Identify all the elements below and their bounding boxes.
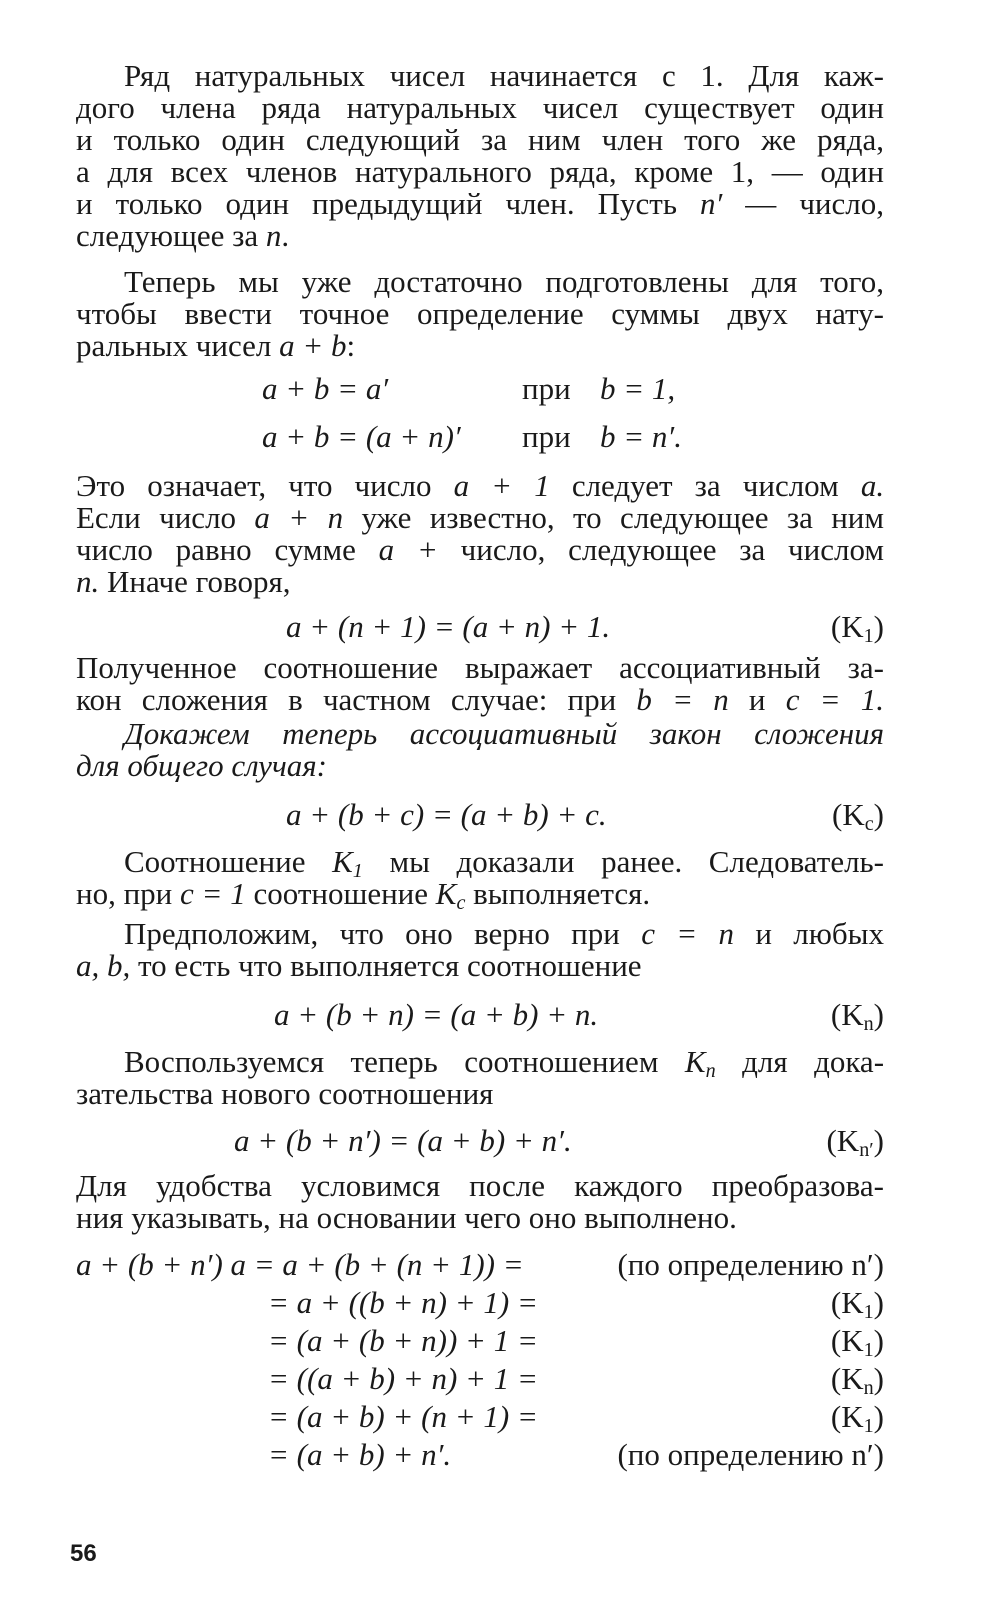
text-line [76, 188, 884, 220]
text-line: ния указывать, на основании чего оно выполнено. [76, 1200, 737, 1235]
italic-text: для общего случая: [76, 748, 327, 783]
text-run: и [748, 682, 766, 717]
formula-tag [832, 796, 884, 834]
tag-open: (K [830, 1399, 864, 1434]
text-run: кон сложения в частном случае: при [76, 682, 617, 717]
step-reason: (по определению n′) [617, 1437, 884, 1472]
paragraph-natural-numbers [76, 60, 884, 252]
derivation-step [76, 1398, 884, 1436]
math-expression: a + b [279, 328, 347, 363]
text-line [76, 566, 884, 598]
text-run: для дока- [742, 1044, 885, 1079]
math-symbol [332, 844, 363, 883]
text-run: но, при [76, 876, 173, 911]
text-line [76, 718, 884, 750]
formula-tag [826, 1122, 884, 1160]
text-run: Предположим, что оно верно при [124, 916, 620, 951]
paragraph-convention [76, 1170, 884, 1234]
text-line [76, 684, 884, 716]
step-expression: = a + ((b + n) + 1) = [268, 1285, 538, 1320]
tag-subscript: 1 [863, 1415, 874, 1438]
text-line: Для удобства условимся после каждого преобразова- [76, 1168, 884, 1203]
derivation-step [76, 1436, 884, 1474]
tag-close: ) [873, 1361, 884, 1396]
step-tag [831, 1322, 884, 1360]
step-expression: = (a + b) + n′. [268, 1437, 452, 1472]
text-line [76, 1044, 885, 1083]
paragraph-partial-case [76, 652, 884, 716]
text-run: Иначе говоря, [107, 564, 291, 599]
math-letter: K [332, 844, 353, 879]
math-symbol [684, 1044, 716, 1083]
tag-close: ) [873, 797, 884, 832]
step-tag [831, 1284, 884, 1322]
text-line: Ряд натуральных чисел начинается с 1. Для каж- [124, 58, 884, 93]
paragraph-general-case [76, 718, 884, 782]
math-expression: c = 1 [180, 876, 246, 911]
tag-open: (K [830, 609, 864, 644]
page-number: 56 [70, 1540, 97, 1567]
formula-kc [76, 796, 884, 834]
text-line [76, 844, 885, 883]
step-expression: = ((a + b) + n) + 1 = [268, 1361, 538, 1396]
sum-definition [76, 370, 884, 456]
tag-close: ) [873, 609, 884, 644]
derivation-step [76, 1322, 884, 1360]
formula-condition: b = 1, [600, 371, 676, 406]
text-run: следующее за [76, 218, 259, 253]
math-symbol [435, 876, 466, 915]
math-subscript: n [705, 1060, 716, 1083]
tag-subscript: c [864, 813, 874, 836]
formula-lhs: a + b = a′ [262, 371, 389, 406]
tag-close: ) [873, 1399, 884, 1434]
text-line [76, 330, 884, 362]
math-expression: a + [378, 532, 438, 567]
derivation-chain [76, 1246, 884, 1474]
math-subscript: c [456, 892, 466, 915]
tag-open: (K [832, 797, 865, 832]
math-variable: a. [860, 468, 885, 503]
formula-knprime [76, 1122, 884, 1160]
text-line: чтобы ввести точное определение суммы двух нату- [76, 296, 884, 331]
paragraph-meaning [76, 470, 884, 598]
step-tag [831, 1398, 884, 1436]
condition-word: при [522, 371, 571, 406]
text-line [76, 534, 884, 566]
tag-close: ) [873, 997, 884, 1032]
text-run: мы доказали ранее. Следователь- [389, 844, 885, 879]
text-run: следует за числом [571, 468, 839, 503]
math-expression: a, b, [76, 948, 131, 983]
tag-subscript: 1 [863, 625, 874, 648]
paragraph-assumption [76, 918, 884, 982]
tag-subscript: n′ [859, 1139, 874, 1162]
tag-open: (K [830, 1323, 864, 1358]
condition-word: при [522, 419, 571, 454]
derivation-step [76, 1284, 884, 1322]
tag-subscript: n [863, 1377, 874, 1400]
tag-close: ) [873, 1285, 884, 1320]
formula-k1 [76, 608, 884, 646]
tag-close: ) [873, 1123, 884, 1158]
math-variable: n′ [700, 186, 723, 221]
text-run: . [281, 218, 290, 253]
math-expression: c = n [641, 916, 735, 951]
definition-line [76, 418, 884, 456]
text-line [76, 220, 884, 252]
paragraph-use-kn [76, 1046, 884, 1110]
tag-subscript: 1 [863, 1301, 874, 1324]
formula-tag [831, 996, 884, 1034]
formula-expression: a + (n + 1) = (a + n) + 1. [286, 609, 611, 644]
derivation-step [76, 1246, 884, 1284]
text-run: ральных чисел [76, 328, 272, 363]
step-expression: a + (b + n′) a = a + (b + (n + 1)) = [76, 1247, 524, 1282]
text-run: то есть что выполняется соотношение [138, 948, 642, 983]
page-content [76, 60, 884, 1474]
text-run: Это означает, что число [76, 468, 432, 503]
text-run: и любых [755, 916, 885, 951]
step-expression: = (a + (b + n)) + 1 = [268, 1323, 538, 1358]
text-run: Если число [76, 500, 237, 535]
math-variable: n [265, 218, 282, 253]
formula-condition: b = n′. [600, 419, 682, 454]
text-line [76, 502, 884, 534]
text-line: Полученное соотношение выражает ассоциативный за- [76, 650, 884, 685]
math-expression: b = n [636, 682, 729, 717]
text-run: Воспользуемся теперь соотношением [124, 1044, 659, 1079]
text-run: : [346, 328, 356, 363]
text-line [76, 470, 884, 502]
math-letter: K [435, 876, 457, 911]
formula-expression: a + (b + n) = (a + b) + n. [274, 997, 599, 1032]
text-line: Теперь мы уже достаточно подготовлены для того, [124, 264, 884, 299]
math-expression: a + 1 [453, 468, 550, 503]
text-line: дого члена ряда натуральных чисел существует один [76, 90, 884, 125]
text-line [76, 950, 884, 982]
text-run: уже известно, то следующее за ним [361, 500, 885, 535]
text-run: выполняется. [473, 876, 651, 911]
formula-kn [76, 996, 884, 1034]
paragraph-k1-proven [76, 844, 885, 915]
math-subscript: 1 [352, 860, 363, 883]
text-run: число равно сумме [76, 532, 356, 567]
tag-open: (K [830, 1285, 864, 1320]
math-letter: K [684, 1044, 706, 1079]
text-run: — число, [722, 186, 884, 221]
step-expression: = (a + b) + (n + 1) = [268, 1399, 538, 1434]
formula-expression: a + (b + n′) = (a + b) + n′. [234, 1123, 572, 1158]
tag-open: (K [830, 1361, 864, 1396]
math-expression: c = 1. [785, 682, 884, 717]
formula-lhs: a + b = (a + n)′ [262, 419, 461, 454]
derivation-step [76, 1360, 884, 1398]
math-expression: a + n [254, 500, 344, 535]
italic-text: Докажем теперь ассоциативный закон сложения [124, 716, 884, 751]
definition-line [76, 370, 884, 408]
text-line [76, 876, 884, 915]
formula-tag [831, 608, 884, 646]
text-line: и только один следующий за ним член того же ряда, [76, 122, 884, 157]
paragraph-sum-definition-intro [76, 266, 884, 362]
tag-open: (K [830, 997, 864, 1032]
text-run: Соотношение [124, 844, 306, 879]
tag-subscript: n [863, 1013, 874, 1036]
tag-open: (K [826, 1123, 860, 1158]
text-run: число, следующее за числом [460, 532, 884, 567]
text-line: а для всех членов натурального ряда, кроме 1, — один [76, 154, 884, 189]
text-line: зательства нового соотношения [76, 1076, 494, 1111]
text-line [76, 918, 884, 950]
step-reason: (по определению n′) [617, 1247, 884, 1282]
text-run: соотношение [253, 876, 429, 911]
tag-close: ) [873, 1323, 884, 1358]
text-run: и только один предыдущий член. Пусть [76, 186, 677, 221]
tag-subscript: 1 [863, 1339, 874, 1362]
math-variable: n. [76, 564, 100, 599]
formula-expression: a + (b + c) = (a + b) + c. [286, 797, 607, 832]
text-line [76, 750, 884, 782]
step-tag [831, 1360, 884, 1398]
